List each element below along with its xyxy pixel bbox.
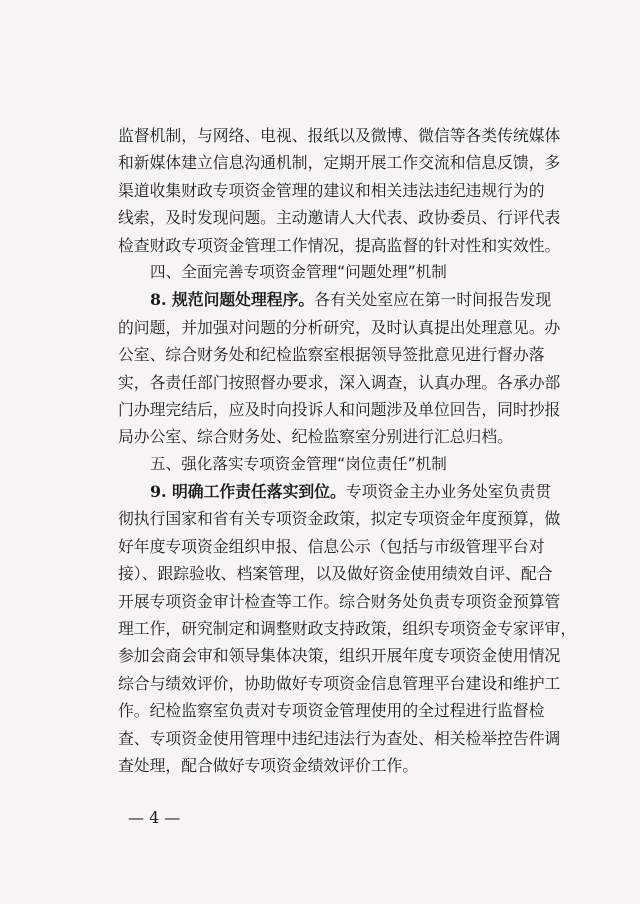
text-line: 作。纪检监察室负责对专项资金管理使用的全过程进行监督检 <box>118 701 545 721</box>
page-number: — 4 — <box>128 808 181 827</box>
item-9-first-line <box>118 478 552 505</box>
item-8-text: 各有关处室应在第一时间报告发现 <box>314 290 552 310</box>
text-line: 综合与绩效评价，协助做好专项资金信息管理平台建设和维护工 <box>118 673 561 693</box>
item-9-lead: 9. 明确工作责任落实到位。 <box>150 482 346 502</box>
text-line: 开展专项资金审计检查等工作。综合财务处负责专项资金预算管 <box>118 591 561 611</box>
section-heading-5: 五、强化落实专项资金管理“岗位责任”机制 <box>150 454 447 473</box>
text-line: 检查财政专项资金管理工作情况，提高监督的针对性和实效性。 <box>118 235 561 255</box>
section-heading-4: 四、全面完善专项资金管理“问题处理”机制 <box>150 262 447 281</box>
text-line: 参加会商会审和领导集体决策，组织开展年度专项资金使用情况 <box>118 646 561 666</box>
text-line: 监督机制，与网络、电视、报纸以及微博、微信等各类传统媒体 <box>118 126 561 145</box>
text-line: 接）、跟踪验收、档案管理，以及做好资金使用绩效自评、配合 <box>118 564 553 584</box>
text-line: 线索，及时发现问题。主动邀请人大代表、政协委员、行评代表 <box>118 208 561 228</box>
text-line: 和新媒体建立信息沟通机制，定期开展工作交流和信息反馈，多 <box>118 153 561 173</box>
text-line: 查处理，配合做好专项资金绩效评价工作。 <box>118 755 419 775</box>
text-line: 渠道收集财政专项资金管理的建议和相关违法违纪违规行为的 <box>118 180 545 200</box>
text-line: 门办理完结后，应及时向投诉人和问题涉及单位回告，同时抄报 <box>118 399 561 419</box>
text-line: 理工作，研究制定和调整财政支持政策，组织专项资金专家评审， <box>118 619 577 639</box>
text-line: 好年度专项资金组织申报、信息公示（包括与市级管理平台对 <box>118 536 545 556</box>
text-line: 的问题，并加强对问题的分析研究，及时认真提出处理意见。办 <box>118 317 561 337</box>
document-body <box>118 122 577 779</box>
text-line: 实，各责任部门按照督办要求，深入调查，认真办理。各承办部 <box>118 372 561 392</box>
item-9-text: 专项资金主办业务处室负责贯 <box>345 482 552 502</box>
item-8-first-line <box>118 286 552 313</box>
text-line: 查、专项资金使用管理中违纪违法行为查处、相关检举控告件调 <box>118 728 561 748</box>
text-line: 彻执行国家和省有关专项资金政策，拟定专项资金年度预算，做 <box>118 509 561 529</box>
text-line: 局办公室、综合财务处、纪检监察室分别进行汇总归档。 <box>118 427 513 447</box>
text-line: 公室、综合财务处和纪检监察室根据领导签批意见进行督办落 <box>118 345 545 365</box>
item-8-lead: 8. 规范问题处理程序。 <box>150 290 315 310</box>
